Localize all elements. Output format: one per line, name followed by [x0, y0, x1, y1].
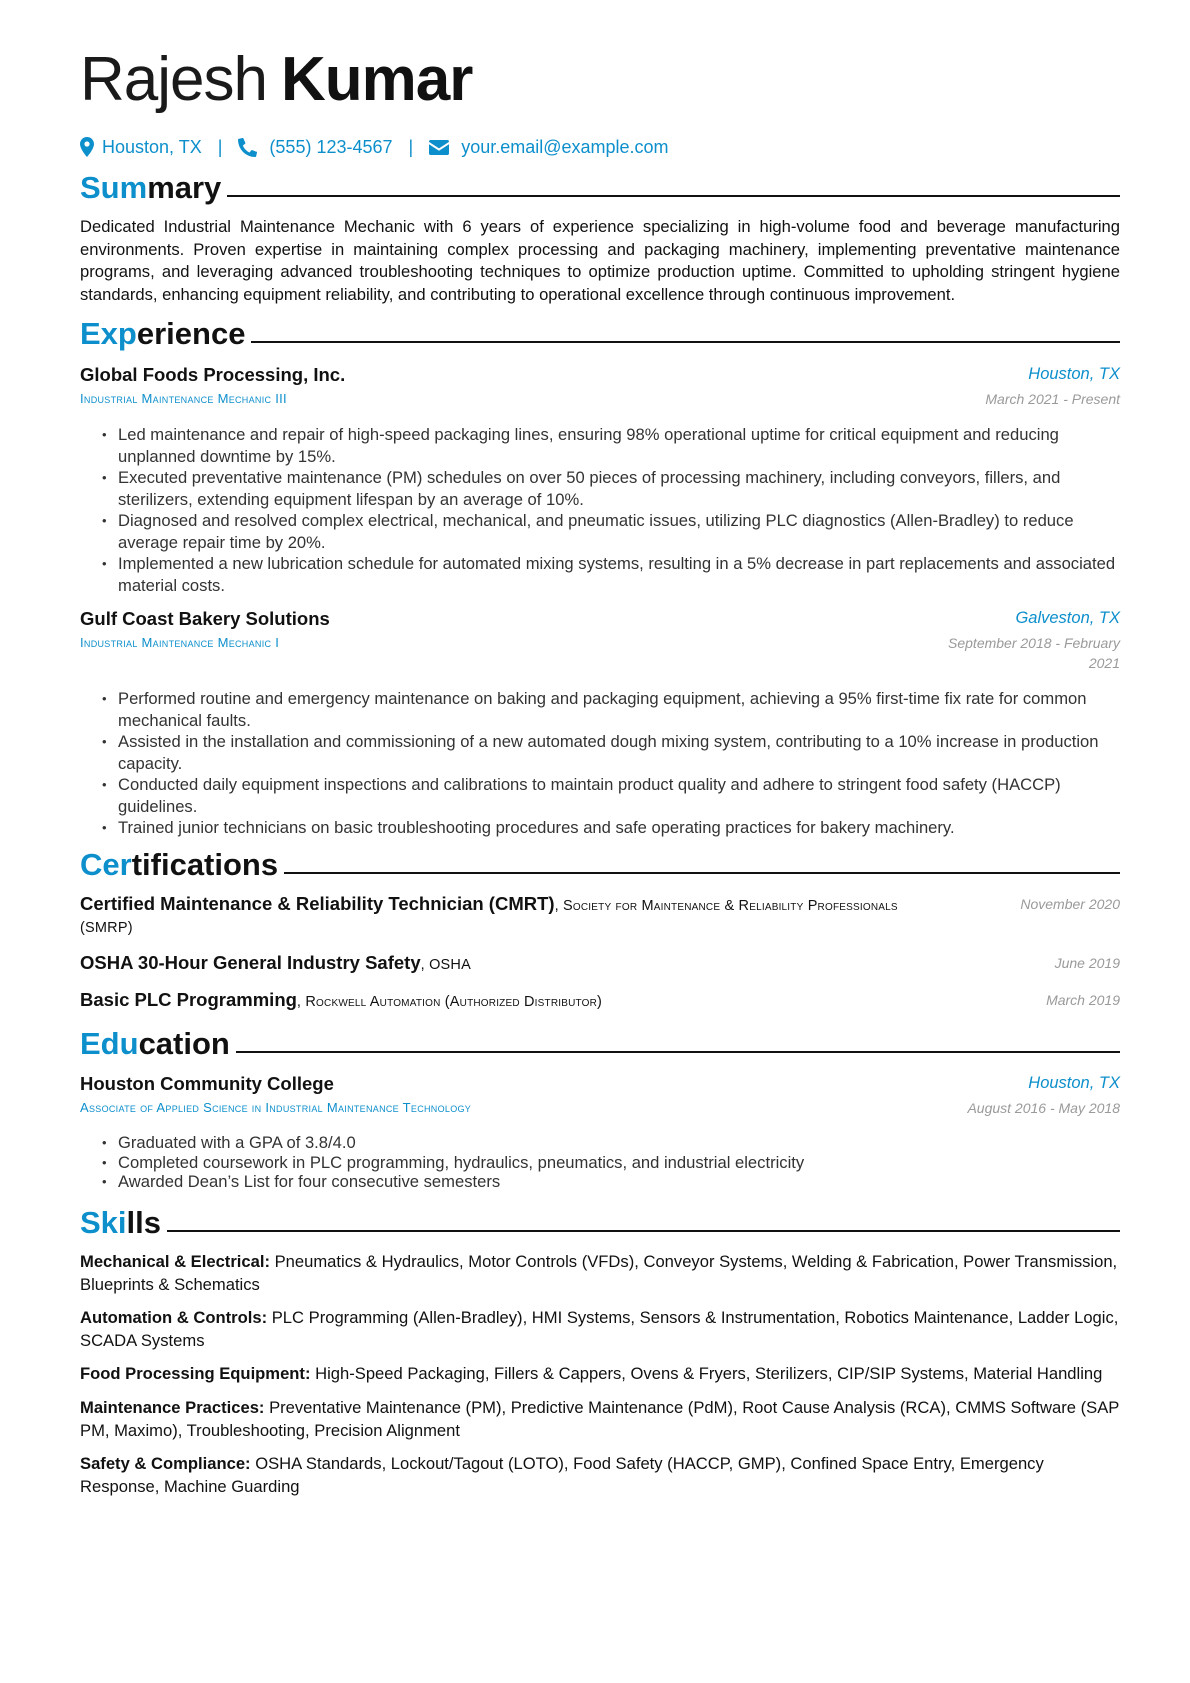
contact-email[interactable]: [429, 137, 668, 158]
job-dates: March 2021 - Present: [985, 391, 1120, 407]
skills-heading: [80, 1203, 1120, 1243]
contact-line: [80, 133, 669, 161]
list-item: • Diagnosed and resolved complex electrical, mechanical, and pneumatic issues, utilizing PLC diagnostics (Allen-Bradley) to reduce average repair time by 20%.: [102, 510, 1120, 553]
contact-separator: |: [217, 136, 223, 157]
email-text: your.email@example.com: [461, 136, 669, 157]
section-title: Education: [80, 1026, 230, 1061]
company-name: Gulf Coast Bakery Solutions: [80, 608, 330, 629]
list-item: • Trained junior technicians on basic troubleshooting procedures and safe operating practices for bakery machinery.: [102, 817, 1120, 839]
certification-name: OSHA 30-Hour General Industry Safety: [80, 952, 421, 973]
section-rule: [251, 341, 1120, 343]
section-rule: [284, 872, 1120, 874]
phone-icon: [238, 138, 257, 157]
section-title: Summary: [80, 170, 222, 205]
job-location: Houston, TX: [1028, 365, 1120, 383]
candidate-name: [80, 40, 472, 120]
skill-group: [80, 1307, 1120, 1352]
skill-group-items: High-Speed Packaging, Fillers & Cappers, Ovens & Fryers, Sterilizers, CIP/SIP Systems, Material Handling: [310, 1364, 1103, 1383]
job-bullets: [102, 688, 1120, 839]
certification-name: Basic PLC Programming: [80, 989, 297, 1010]
certification-name: Certified Maintenance & Reliability Technician (CMRT): [80, 893, 555, 914]
school-name: Houston Community College: [80, 1073, 334, 1094]
experience-heading: [80, 314, 1120, 354]
job-dates: September 2018 - February 2021: [948, 635, 1120, 671]
skill-group-items: OSHA Standards, Lockout/Tagout (LOTO), Food Safety (HACCP, GMP), Confined Space Entry, Emergency Response, Machine Guarding: [80, 1454, 1044, 1496]
map-marker-icon: [80, 137, 94, 157]
section-rule: [236, 1051, 1120, 1053]
summary-text: Dedicated Industrial Maintenance Mechanic with 6 years of experience specializing in high-volume food and beverage manufacturing environments. Proven expertise in maintaining complex processing and packaging machinery, implementing preventative maintenance programs, and leveraging advanced troubleshooting techniques to optimize production uptime. Committed to upholding stringent hygiene standards, enhancing equipment reliability, and contributing to operational excellence through continuous improvement.: [80, 217, 1120, 304]
certification-org: , Rockwell Automation (Authorized Distributor): [296, 994, 603, 1010]
list-item: • Assisted in the installation and commissioning of a new automated dough mixing system, contributing to a 10% increase in production capacity.: [102, 731, 1120, 774]
list-item: • Awarded Dean’s List for four consecutive semesters: [102, 1172, 1120, 1192]
skill-group-items: Pneumatics & Hydraulics, Motor Controls (VFDs), Conveyor Systems, Welding & Fabrication, Power Transmission, Blueprints & Schematics: [80, 1252, 1118, 1294]
skill-group-label: Food Processing Equipment:: [80, 1364, 311, 1383]
certification-item: [80, 952, 920, 976]
section-title: Skills: [80, 1205, 161, 1240]
certification-item: [80, 893, 920, 939]
list-item: • Graduated with a GPA of 3.8/4.0: [102, 1133, 1120, 1153]
contact-separator: |: [408, 136, 414, 157]
phone-text: (555) 123-4567: [269, 136, 393, 157]
company-name: Global Foods Processing, Inc.: [80, 364, 346, 385]
contact-phone[interactable]: [238, 137, 392, 158]
envelope-icon: [429, 140, 449, 155]
skill-group: [80, 1251, 1120, 1296]
section-rule: [167, 1230, 1120, 1232]
section-title: Experience: [80, 316, 246, 351]
education-heading: [80, 1024, 1120, 1064]
job-location: Galveston, TX: [1015, 609, 1120, 627]
location-text: Houston, TX: [102, 136, 202, 157]
skill-group-items: PLC Programming (Allen-Bradley), HMI Systems, Sensors & Instrumentation, Robotics Maintenance, Ladder Logic, SCADA Systems: [80, 1308, 1119, 1350]
skill-group-label: Safety & Compliance:: [80, 1454, 251, 1473]
skill-group: [80, 1363, 1120, 1386]
summary-heading: [80, 168, 1120, 208]
list-item: • Executed preventative maintenance (PM) schedules on over 50 pieces of processing machinery, including conveyors, fillers, and sterilizers, extending equipment lifespan by an average of 10%.: [102, 467, 1120, 510]
job-title: Industrial Maintenance Mechanic I: [80, 635, 280, 650]
list-item: • Implemented a new lubrication schedule for automated mixing systems, resulting in a 5% decrease in part replacements and associated material costs.: [102, 553, 1120, 596]
skill-group-items: Preventative Maintenance (PM), Predictive Maintenance (PdM), Root Cause Analysis (RCA), CMMS Software (SAP PM, Maximo), Troubleshooting, Precision Alignment: [80, 1398, 1120, 1440]
skill-group-label: Mechanical & Electrical:: [80, 1252, 270, 1271]
certification-item: [80, 989, 920, 1013]
certification-date: March 2019: [1046, 992, 1120, 1008]
education-bullets: [102, 1133, 1120, 1192]
list-item: • Conducted daily equipment inspections and calibrations to maintain product quality and adhere to stringent food safety (HACCP) guidelines.: [102, 774, 1120, 817]
contact-location: [80, 137, 202, 158]
skill-group: [80, 1453, 1120, 1498]
education-dates: August 2016 - May 2018: [967, 1100, 1120, 1116]
first-name: Rajesh: [80, 45, 267, 114]
certification-org: , OSHA: [420, 957, 471, 973]
certification-date: June 2019: [1054, 955, 1120, 971]
degree-title: Associate of Applied Science in Industrial Maintenance Technology: [80, 1100, 472, 1115]
section-rule: [227, 195, 1120, 197]
list-item: • Performed routine and emergency maintenance on baking and packaging equipment, achieving a 95% first-time fix rate for common mechanical faults.: [102, 688, 1120, 731]
list-item: • Completed coursework in PLC programming, hydraulics, pneumatics, and industrial electricity: [102, 1153, 1120, 1173]
skill-group: [80, 1397, 1120, 1442]
skill-group-label: Maintenance Practices:: [80, 1398, 265, 1417]
last-name: Kumar: [281, 45, 473, 114]
job-bullets: [102, 424, 1120, 596]
school-location: Houston, TX: [1028, 1074, 1120, 1092]
list-item: • Led maintenance and repair of high-speed packaging lines, ensuring 98% operational uptime for critical equipment and reducing unplanned downtime by 15%.: [102, 424, 1120, 467]
certifications-heading: [80, 845, 1120, 885]
section-title: Certifications: [80, 847, 279, 882]
certification-org: , Society for Maintenance & Reliability Professionals (SMRP): [80, 898, 898, 936]
skill-group-label: Automation & Controls:: [80, 1308, 268, 1327]
job-title: Industrial Maintenance Mechanic III: [80, 391, 287, 406]
certification-date: November 2020: [1020, 896, 1120, 912]
